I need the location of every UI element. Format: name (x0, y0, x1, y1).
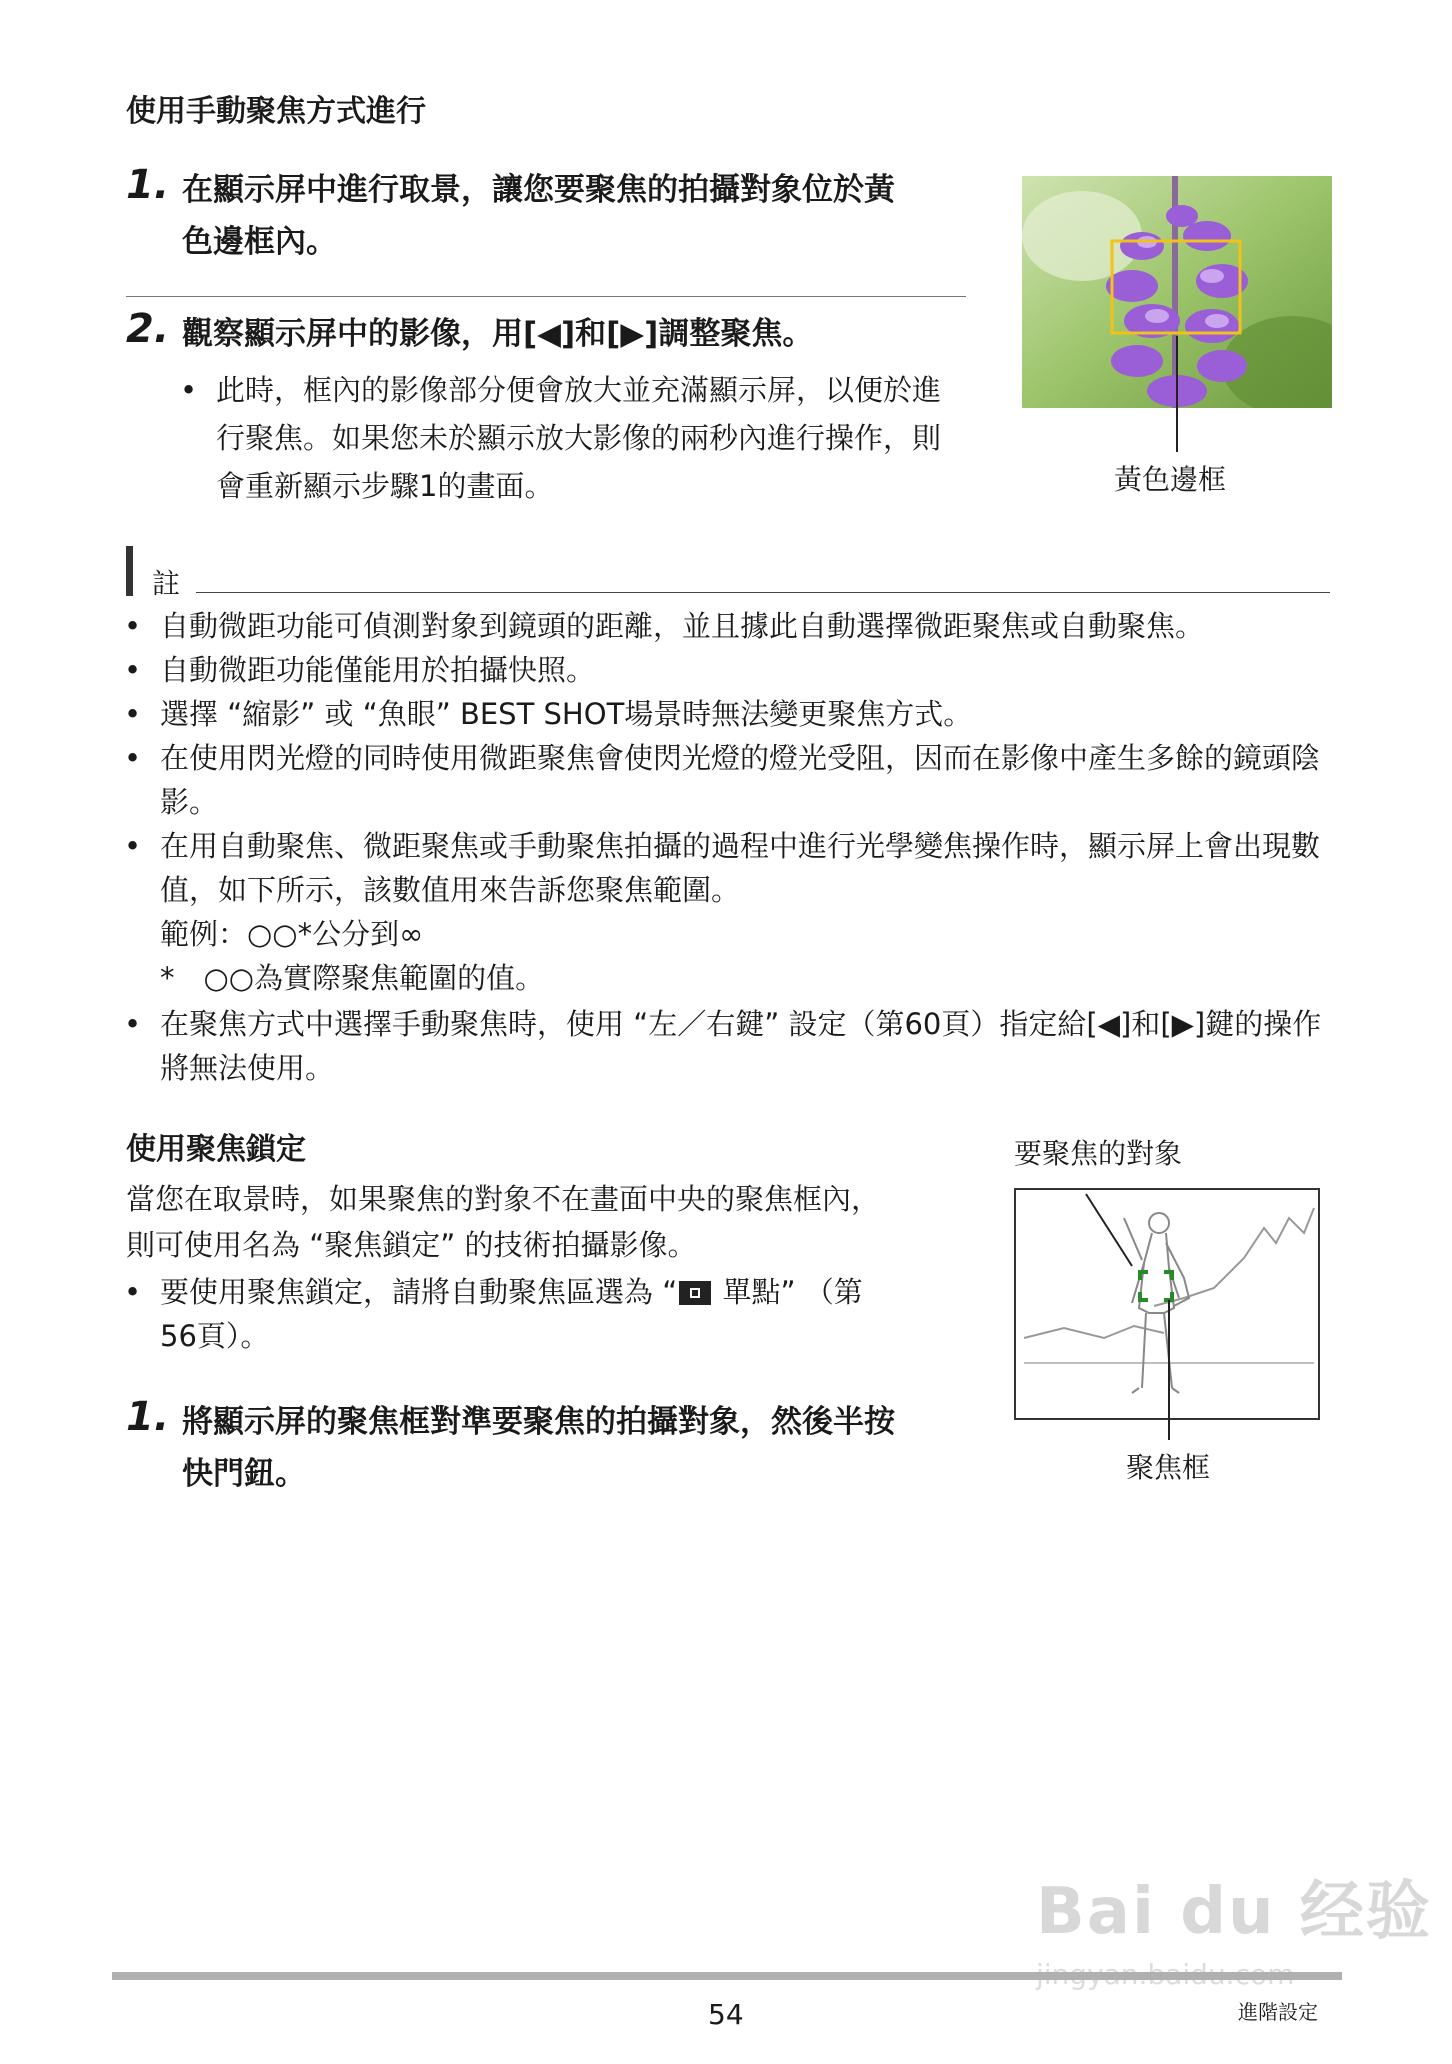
single-point-af-icon (679, 1281, 711, 1305)
step-number: 1. (126, 1394, 170, 1440)
intro-text: 當您在取景時，如果聚焦的對象不在畫面中央的聚焦框內，則可使用名為 “聚焦鎖定” 的技術拍攝影像。 (126, 1182, 881, 1262)
page-number: 54 (708, 1998, 744, 2031)
footer-rule (112, 1972, 1342, 1980)
note-footnote: * ○○為實際聚焦範圍的值。 (160, 961, 545, 995)
focus-frame-caption: 聚焦框 (1126, 1451, 1211, 1484)
caption-leader-line (1168, 1300, 1170, 1440)
bullet-text-pre: 要使用聚焦鎖定，請將自動聚焦區選為 “ (160, 1275, 678, 1309)
section-title-focus-lock: 使用聚焦鎖定 (126, 1132, 306, 1167)
note-item: • 自動微距功能可偵測對象到鏡頭的距離，並且據此自動選擇微距聚焦或自動聚焦。 (160, 604, 1340, 648)
sketch-illustration (1014, 1188, 1320, 1420)
subject-caption: 要聚焦的對象 (1014, 1137, 1183, 1170)
step-text: 在顯示屏中進行取景，讓您要聚焦的拍攝對象位於黃色邊框內。 (182, 172, 895, 260)
step-number: 2. (126, 306, 170, 352)
note-item: • 在使用閃光燈的同時使用微距聚焦會使閃光燈的燈光受阻，因而在影像中產生多餘的鏡頭陰影。 (160, 736, 1330, 824)
note-item: • 在聚焦方式中選擇手動聚焦時，使用 “左／右鍵” 設定（第60頁）指定給[◀]和[▶]鍵的操作將無法使用。 (160, 1002, 1340, 1090)
step-number: 1. (126, 162, 170, 208)
list-item (160, 1270, 880, 1358)
note-example: 範例：○○*公分到∞ (160, 917, 424, 951)
note-label: 註 (152, 567, 181, 600)
section-label: 進階設定 (1238, 2000, 1318, 2024)
step-text: 將顯示屏的聚焦框對準要聚焦的拍攝對象，然後半按快門鈕。 (182, 1404, 895, 1492)
note-item: • 自動微距功能僅能用於拍攝快照。 (160, 648, 1340, 692)
note-marker (126, 546, 133, 596)
note-item: • 在用自動聚焦、微距聚焦或手動聚焦拍攝的過程中進行光學變焦操作時，顯示屏上會出現數值，如下所示，該數值用來告訴您聚焦範圍。 (160, 824, 1330, 912)
divider (126, 296, 966, 297)
section-title-manual-focus: 使用手動聚焦方式進行 (126, 94, 426, 129)
note-item: • 選擇 “縮影” 或 “魚眼” BEST SHOT場景時無法變更聚焦方式。 (160, 692, 1340, 736)
watermark-logo: Bai du 经验 (1036, 1875, 1432, 1949)
list-item: • 此時，框內的影像部分便會放大並充滿顯示屏，以便於進行聚焦。如果您未於顯示放大影像的兩秒內進行操作，則會重新顯示步驟1的畫面。 (216, 366, 946, 510)
caption-leader-line (1176, 336, 1178, 452)
image-caption: 黃色邊框 (1114, 463, 1227, 496)
bullet-text-post: 單點” （第56頁）。 (160, 1275, 863, 1353)
note-rule (196, 592, 1330, 593)
step-text: 觀察顯示屏中的影像，用[◀]和[▶]調整聚焦。 (182, 316, 814, 352)
